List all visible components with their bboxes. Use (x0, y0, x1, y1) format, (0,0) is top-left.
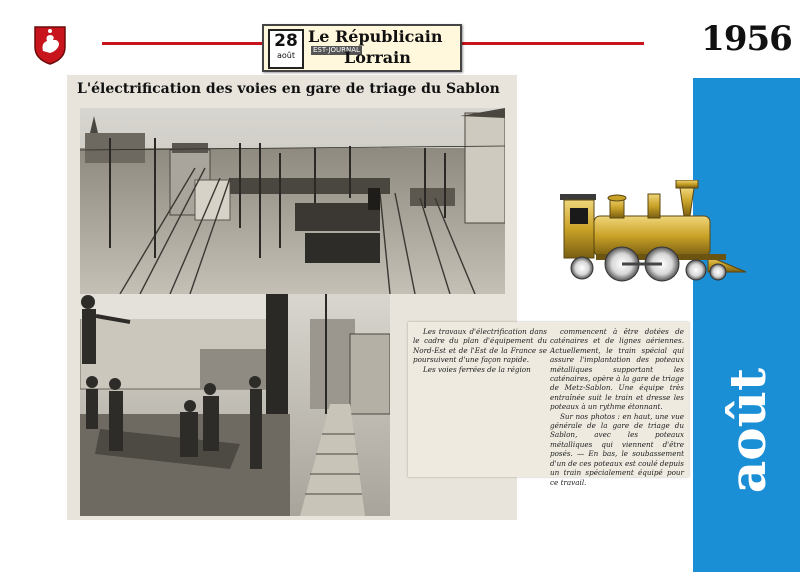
date-month: août (276, 51, 295, 60)
paper-title-line2: Lorrain (344, 48, 411, 67)
caption-paragraph: commencent à être dotées de caténaires et de lignes aériennes. Actuellement, le train spécial qui assure l'implantation des poteaux métalliques supportant les caténaires, opère à la gare de triage de Metz-Sablon. Une équipe très entraînée suit le train et dresse les poteaux à un rythme étonnant. (550, 327, 684, 412)
locomotive-icon (558, 180, 753, 288)
article-caption (408, 322, 689, 487)
paper-title-line1: Le Républicain (308, 27, 443, 46)
month-box (700, 330, 795, 530)
masthead-rule-right (458, 42, 644, 45)
date-box (268, 29, 304, 69)
year-label: 1956 (701, 19, 792, 59)
rail-yard-photo (80, 108, 505, 294)
caption-paragraph: Les voies ferrées de la région (423, 364, 531, 374)
caption-paragraph: Sur nos photos : en haut, une vue générale de la gare de triage du Sablon, avec les poteaux métalliques qui viennent d'être posés. — En bas, le soubassement d'un de ces poteaux est coulé depuis un train spécialement équipé pour ce travail. (550, 411, 684, 487)
article-headline: L'électrification des voies en gare de triage du Sablon (77, 81, 500, 97)
caption-paragraph: Les travaux d'électrification dans le cadre du plan d'équipement du Nord-Est et de l'Est de la France se poursuivent d'une façon rapide. (413, 327, 547, 365)
date-day: 28 (274, 31, 298, 51)
caption-column-2 (550, 327, 684, 487)
masthead-rule-left (102, 42, 262, 45)
workers-photo (80, 294, 390, 516)
paper-tag: EST-JOURNAL (313, 46, 360, 54)
newspaper-masthead (262, 24, 462, 72)
coat-of-arms-icon (33, 25, 67, 65)
month-label: août (718, 367, 778, 493)
year-box (693, 0, 800, 78)
caption-column-1 (413, 327, 547, 374)
